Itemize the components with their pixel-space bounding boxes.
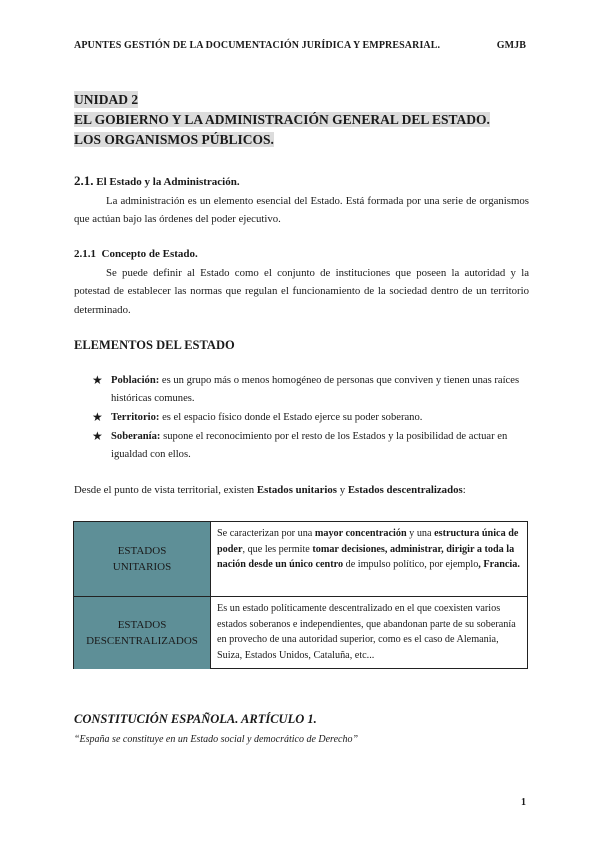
intro-bold-descentralizados: Estados descentralizados [347, 484, 463, 496]
section-2-1-1 [74, 245, 529, 319]
star-icon: ★ [92, 429, 103, 443]
item-term: Soberanía: [111, 431, 161, 442]
unit-title-line2: LOS ORGANISMOS PÚBLICOS. [74, 132, 274, 147]
header-initials: GMJB [496, 40, 526, 51]
territorial-intro [74, 484, 466, 496]
item-term: Territorio: [111, 412, 160, 423]
label-line: UNITARIOS [112, 561, 172, 573]
desc-text: y una [406, 528, 435, 539]
item-term: Población: [111, 375, 160, 386]
intro-text: y [337, 484, 348, 496]
constitution-block [74, 710, 529, 748]
star-icon: ★ [92, 373, 103, 387]
row-description-descentralizados: Es un estado políticamente descentralizado en el que coexisten varios estados soberanos e independientes, que abandonan parte de su soberanía en provecho de una autoridad superior, como es el caso de Alemania, Suiza, Estados Unidos, Cataluña, etc... [217, 603, 516, 661]
desc-text: , que les permite [242, 543, 313, 555]
intro-text: : [462, 484, 466, 496]
intro-bold-unitarios: Estados unitarios [256, 484, 338, 496]
label-line: ESTADOS [117, 545, 167, 557]
section-2-1-text: La administración es un elemento esencial del Estado. Está formada por una serie de organismos que actúan bajo las órdenes del poder ejecutivo. [74, 194, 529, 225]
constitution-title: CONSTITUCIÓN ESPAÑOLA. ARTÍCULO 1. [74, 712, 317, 726]
section-2-1 [74, 172, 529, 229]
section-2-1-title: El Estado y la Administración. [96, 176, 240, 188]
unit-number: UNIDAD 2 [74, 92, 139, 107]
desc-text: Se caracterizan por una [217, 528, 315, 539]
page-header [74, 40, 526, 51]
section-2-1-1-number: 2.1.1 [74, 248, 96, 260]
header-title: APUNTES GESTIÓN DE LA DOCUMENTACIÓN JURÍDICA Y EMPRESARIAL. [74, 40, 441, 51]
list-item [92, 372, 529, 408]
row-label-descentralizados [74, 597, 211, 669]
section-2-1-1-title: Concepto de Estado. [101, 248, 198, 260]
page-number: 1 [521, 797, 526, 808]
section-2-1-heading [74, 172, 529, 192]
label-line: DESCENTRALIZADOS [86, 635, 198, 647]
list-item [92, 428, 529, 464]
desc-bold: , Francia. [478, 559, 520, 570]
unit-heading [74, 90, 529, 150]
label-line: ESTADOS [117, 619, 167, 631]
desc-text: de impulso político, por ejemplo [343, 559, 479, 570]
list-item [92, 409, 529, 427]
unit-title-line1: EL GOBIERNO Y LA ADMINISTRACIÓN GENERAL DEL ESTADO. [74, 112, 490, 127]
row-label-unitarios [74, 522, 211, 596]
states-table [73, 521, 528, 669]
item-text: es un grupo más o menos homogéneo de personas que conviven y tienen unas raíces históricas comunes. [111, 375, 520, 404]
section-2-1-number: 2.1. [74, 173, 94, 188]
item-text: es el espacio físico donde el Estado ejerce su poder soberano. [159, 412, 423, 423]
item-text: supone el reconocimiento por el resto de los Estados y la posibilidad de actuar en igualdad con ellos. [111, 431, 508, 460]
star-icon: ★ [92, 410, 103, 424]
intro-text: Desde el punto de vista territorial, existen [74, 484, 257, 496]
unit-title [74, 110, 529, 150]
desc-bold: tomar decisiones, administrar, dirigir a toda la nación desde un único centro [217, 543, 515, 570]
constitution-quote: “España se constituye en un Estado social y democrático de Derecho” [74, 734, 359, 745]
table-row [74, 597, 527, 669]
desc-bold: estructura única de poder [217, 528, 519, 555]
elements-heading: ELEMENTOS DEL ESTADO [74, 338, 235, 352]
section-2-1-1-heading [74, 245, 529, 264]
desc-bold: mayor concentración [314, 528, 407, 539]
table-row [74, 522, 527, 597]
row-description-unitarios [211, 522, 527, 596]
section-2-1-1-text: Se puede definir al Estado como el conjunto de instituciones que poseen la autoridad y la potestad de establecer las normas que regulan el funcionamiento de la sociedad dentro de un territorio determinado. [74, 266, 529, 316]
elements-list [92, 372, 529, 465]
